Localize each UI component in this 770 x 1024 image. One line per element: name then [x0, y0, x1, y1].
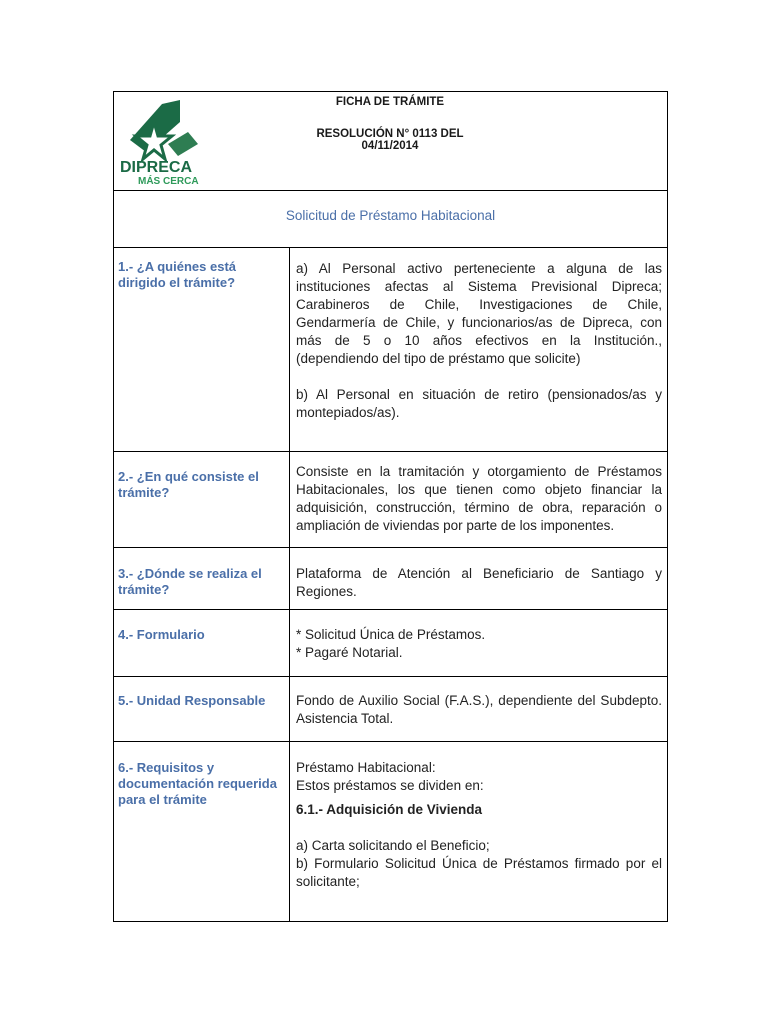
list-item: a) Carta solicitando el Beneficio;	[296, 838, 490, 853]
procedure-subject: Solicitud de Préstamo Habitacional	[285, 208, 496, 223]
intro-line: Préstamo Habitacional:	[296, 760, 436, 775]
row-label-requirements: 6.- Requisitos y documentación requerida para el trámite	[118, 760, 277, 807]
subheading: 6.1.- Adquisición de Vivienda	[296, 802, 483, 817]
svg-text:DIPRECA: DIPRECA	[120, 159, 193, 176]
column-divider	[289, 248, 290, 921]
row-content-responsible-unit	[296, 692, 662, 728]
row-content-description	[296, 463, 662, 535]
document-title: FICHA DE TRÁMITE	[335, 96, 445, 108]
row-content-requirements	[296, 759, 662, 891]
divider	[113, 676, 668, 677]
row-label-responsible-unit: 5.- Unidad Responsable	[118, 693, 266, 708]
divider	[113, 247, 668, 248]
row-content-location	[296, 565, 662, 601]
divider	[113, 451, 668, 452]
paragraph: Plataforma de Atención al Beneficiario de Santiago y Regiones.	[296, 566, 662, 599]
divider	[113, 547, 668, 548]
list-item: * Pagaré Notarial.	[296, 645, 403, 660]
row-content-target-audience	[296, 260, 662, 422]
divider	[113, 741, 668, 742]
divider	[113, 190, 668, 191]
svg-text:MÁS CERCA: MÁS CERCA	[138, 176, 199, 186]
row-label-location: 3.- ¿Dónde se realiza el trámite?	[118, 566, 262, 597]
list-item: b) Formulario Solicitud Única de Préstamos firmado por el solicitante;	[296, 856, 662, 889]
row-label-description: 2.- ¿En qué consiste el trámite?	[118, 469, 259, 500]
paragraph: a) Al Personal activo perteneciente a alguna de las instituciones afectas al Sistema Previsional Dipreca; Carabineros de Chile, Investigaciones de Chile, Gendarmería de Chile, y funcionarios/as de Dipreca, con más de 5 o 10 años efectivos en la Institución., (dependiendo del tipo de préstamo que solicite)	[296, 261, 662, 366]
paragraph: Fondo de Auxilio Social (F.A.S.), dependiente del Subdepto. Asistencia Total.	[296, 693, 662, 726]
row-content-forms	[296, 626, 662, 662]
dipreca-logo	[118, 100, 202, 186]
paragraph: b) Al Personal en situación de retiro (pensionados/as y montepiados/as).	[296, 387, 662, 420]
paragraph: Consiste en la tramitación y otorgamiento de Préstamos Habitacionales, los que tienen como objeto financiar la adquisición, construcción, término de obra, reparación o ampliación de viviendas por parte de los imponentes.	[296, 464, 662, 533]
resolution-number: RESOLUCIÓN N° 0113 DEL 04/11/2014	[316, 128, 464, 152]
intro-line: Estos préstamos se dividen en:	[296, 778, 484, 793]
divider	[113, 609, 668, 610]
row-label-forms: 4.- Formulario	[118, 627, 205, 642]
row-label-target-audience: 1.- ¿A quiénes está dirigido el trámite?	[118, 259, 236, 290]
list-item: * Solicitud Única de Préstamos.	[296, 627, 486, 642]
